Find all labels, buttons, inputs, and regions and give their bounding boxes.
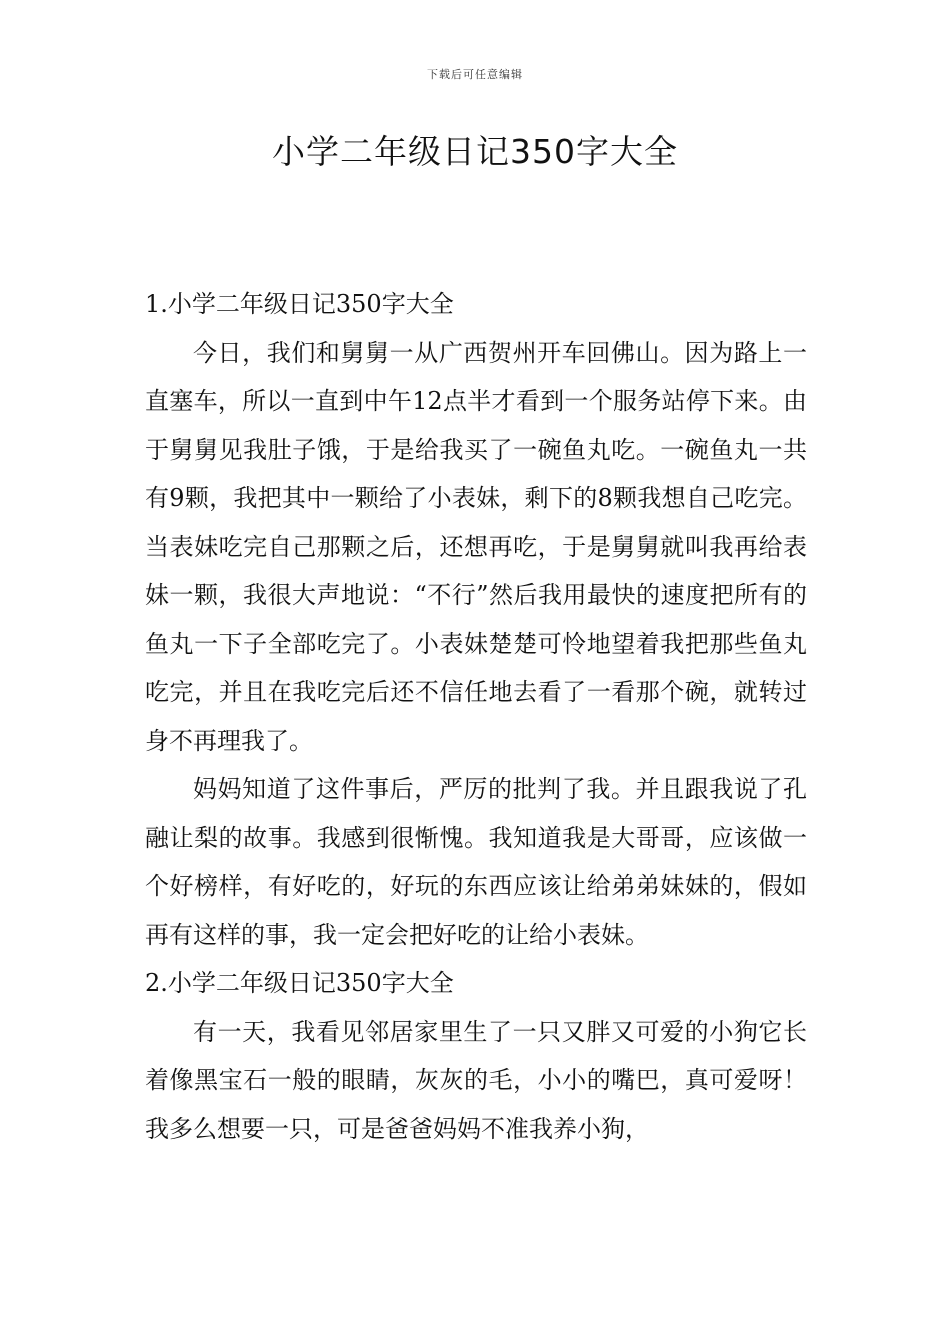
document-title: 小学二年级日记350字大全 xyxy=(272,132,678,171)
paragraph: 有一天，我看见邻居家里生了一只又胖又可爱的小狗它长着像黑宝石一般的眼睛，灰灰的毛，小小的嘴巴，真可爱呀！我多么想要一只，可是爸爸妈妈不准我养小狗， xyxy=(145,1017,807,1143)
section-heading: 2.小学二年级日记350字大全 xyxy=(145,969,454,997)
section-1 xyxy=(145,280,807,959)
section-2 xyxy=(145,959,807,1153)
section-heading: 1.小学二年级日记350字大全 xyxy=(145,290,454,318)
header-note: 下载后可任意编辑 xyxy=(427,68,523,81)
document-body xyxy=(145,280,807,1153)
paragraph: 妈妈知道了这件事后，严厉的批判了我。并且跟我说了孔融让梨的故事。我感到很惭愧。我知道我是大哥哥，应该做一个好榜样，有好吃的，好玩的东西应该让给弟弟妹妹的，假如再有这样的事，我一定会把好吃的让给小表妹。 xyxy=(145,775,807,949)
paragraph: 今日，我们和舅舅一从广西贺州开车回佛山。因为路上一直塞车，所以一直到中午12点半才看到一个服务站停下来。由于舅舅见我肚子饿，于是给我买了一碗鱼丸吃。一碗鱼丸一共有9颗，我把其中一颗给了小表妹，剩下的8颗我想自己吃完。当表妹吃完自己那颗之后，还想再吃，于是舅舅就叫我再给表妹一颗，我很大声地说：“不行”然后我用最快的速度把所有的鱼丸一下子全部吃完了。小表妹楚楚可怜地望着我把那些鱼丸吃完，并且在我吃完后还不信任地去看了一看那个碗，就转过身不再理我了。 xyxy=(145,338,807,755)
